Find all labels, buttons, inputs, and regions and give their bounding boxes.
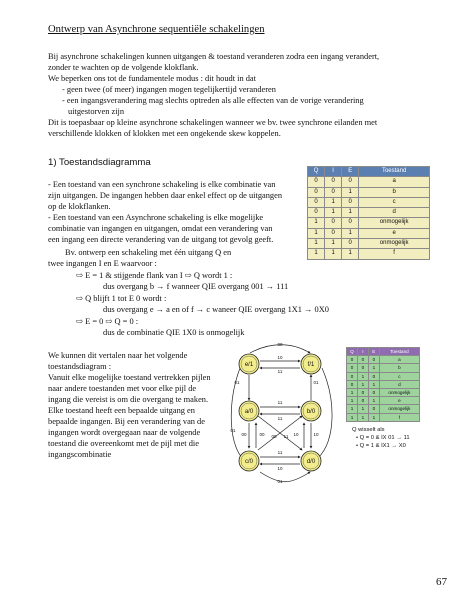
- intro-line: verschillende klokken of klokken met een ongekende skew koppelen.: [48, 129, 281, 138]
- column-header: I: [325, 167, 342, 177]
- state-table-colored: [346, 347, 420, 422]
- table-cell: f: [379, 413, 419, 421]
- intro-line: We beperken ons tot de fundamentele modus : dit houdt in dat: [48, 74, 256, 83]
- table-cell: c: [379, 372, 419, 380]
- bottom-line: Vanuit elke mogelijke toestand vertrekken pijlen: [48, 373, 211, 382]
- edge-label: 11: [277, 416, 283, 421]
- table-cell: 0: [342, 197, 359, 207]
- table-cell: 1: [368, 413, 379, 421]
- table-cell: 1: [357, 405, 368, 413]
- column-header: Q: [347, 348, 358, 356]
- table-row: [308, 239, 430, 249]
- intro-line: - geen twee (of meer) ingangen mogen tegelijkertijd veranderen: [62, 85, 276, 94]
- edge-label: 10: [313, 432, 319, 437]
- table-cell: e: [359, 228, 430, 238]
- state-node: [239, 451, 259, 471]
- column-header: Q: [308, 167, 325, 177]
- table-cell: onmogelijk: [359, 218, 430, 228]
- page-title: Ontwerp van Asynchrone sequentiële schakelingen: [48, 24, 265, 35]
- bottom-line: We kunnen dit vertalen naar het volgende: [48, 351, 188, 360]
- table-row: [347, 372, 420, 380]
- table-cell: onmogelijk: [359, 239, 430, 249]
- edge-label: 11: [283, 434, 289, 439]
- edge-label: 10: [277, 355, 283, 360]
- table-cell: a: [379, 356, 419, 364]
- edge-label: 10: [277, 466, 283, 471]
- bottom-line: ingangen wordt overgegaan naar de volgende: [48, 428, 201, 437]
- intro-line: zonder te wachten op de volgende klokflank.: [48, 63, 199, 72]
- table-cell: 0: [357, 356, 368, 364]
- state-node: [301, 401, 321, 421]
- bottom-line: toestandsdiagram :: [48, 362, 112, 371]
- intro-line: uitgestorven zijn: [68, 107, 125, 116]
- table-cell: 1: [357, 380, 368, 388]
- example-line: dus de combinatie QIE 1X0 is onmogelijk: [103, 328, 245, 337]
- table-cell: 1: [342, 187, 359, 197]
- edge-label: 00: [259, 432, 265, 437]
- example-line: Bv. ontwerp een schakeling met één uitgang Q en: [65, 248, 232, 257]
- section-heading: 1) Toestandsdiagramma: [48, 157, 151, 168]
- table-cell: c: [359, 197, 430, 207]
- intro-line: - een ingangsverandering mag slechts optreden als alle effecten van de vorige verandering: [62, 96, 364, 105]
- table-row: [308, 249, 430, 259]
- table-cell: a: [359, 177, 430, 187]
- edge-label: 01: [277, 479, 283, 484]
- table-cell: 0: [325, 218, 342, 228]
- table-cell: 0: [308, 177, 325, 187]
- table-cell: 0: [325, 177, 342, 187]
- bottom-line: ingangscombinatie: [48, 450, 112, 459]
- page-number: 67: [436, 576, 447, 588]
- table-cell: 1: [308, 218, 325, 228]
- table-cell: 1: [325, 208, 342, 218]
- table-cell: 1: [347, 413, 358, 421]
- edge-label: 00: [241, 432, 247, 437]
- table-cell: 1: [368, 364, 379, 372]
- bottom-line: ingang die vereist is om die overgang te maken.: [48, 395, 209, 404]
- column-header: E: [342, 167, 359, 177]
- state-node-label: f/1: [307, 362, 315, 368]
- table-cell: 1: [357, 372, 368, 380]
- state-node-label: b/0: [306, 409, 316, 415]
- table-cell: 0: [357, 364, 368, 372]
- table-cell: onmogelijk: [379, 405, 419, 413]
- table-cell: 0: [368, 405, 379, 413]
- edge-label: 01: [234, 380, 240, 385]
- state-diagram: [230, 340, 340, 490]
- edge-label: 10: [293, 432, 299, 437]
- table-cell: onmogelijk: [379, 389, 419, 397]
- column-header: I: [357, 348, 368, 356]
- table-row: [347, 380, 420, 388]
- example-line: ⇨ E = 0 ⇨ Q = 0 :: [76, 317, 139, 326]
- edge-label: 01: [230, 428, 236, 433]
- table-cell: 1: [325, 197, 342, 207]
- table-cell: d: [359, 208, 430, 218]
- section1-line: combinatie van ingangen en uitgangen, omdat een verandering van: [48, 224, 273, 233]
- table-cell: 1: [347, 397, 358, 405]
- table-header-row: [308, 167, 430, 177]
- table-cell: 1: [308, 249, 325, 259]
- table-cell: 1: [308, 239, 325, 249]
- table-cell: 0: [308, 187, 325, 197]
- state-node-label: e/1: [244, 362, 254, 368]
- edge-label: 01: [313, 380, 319, 385]
- edge-label: 00: [271, 434, 277, 439]
- table-cell: 0: [347, 372, 358, 380]
- table-cell: 1: [308, 228, 325, 238]
- table-row: [347, 413, 420, 421]
- table-cell: 0: [368, 356, 379, 364]
- table-cell: d: [379, 380, 419, 388]
- bottom-line: naar andere toestanden met voor elke pijl de: [48, 384, 197, 393]
- table-cell: 1: [342, 228, 359, 238]
- table-cell: 0: [342, 239, 359, 249]
- example-line: ⇨ Q blijft 1 tot E 0 wordt :: [76, 294, 167, 303]
- table-cell: 1: [347, 405, 358, 413]
- table-cell: 0: [347, 364, 358, 372]
- table-cell: 0: [347, 380, 358, 388]
- table-header-row: [347, 348, 420, 356]
- table-cell: 0: [342, 177, 359, 187]
- state-table: [307, 166, 430, 260]
- example-line: dus overgang b → f wanneer QIE overgang 001 → 111: [103, 282, 289, 291]
- table-cell: 0: [368, 372, 379, 380]
- edge-label: 11: [277, 450, 283, 455]
- table-cell: 0: [357, 397, 368, 405]
- table-cell: 0: [308, 208, 325, 218]
- state-node-label: a/0: [244, 409, 254, 415]
- section1-line: een ingang een directe verandering van de uitgang tot gevolg geeft.: [48, 235, 274, 244]
- table-row: [308, 218, 430, 228]
- section1-line: - Een toestand van een synchrone schakeling is elke combinatie van: [48, 180, 276, 189]
- table-row: [347, 364, 420, 372]
- bottom-line: bepaalde ingangen. Bij een verandering van de: [48, 417, 205, 426]
- q-note-line: • Q = 0 & IX 01 → 11: [356, 435, 410, 441]
- column-header: Toestand: [359, 167, 430, 177]
- table-row: [308, 228, 430, 238]
- table-cell: 1: [347, 389, 358, 397]
- column-header: Toestand: [379, 348, 419, 356]
- state-node-label: d/0: [306, 459, 316, 465]
- intro-line: Dit is toepasbaar op kleine asynchrone schakelingen wanneer we bv. twee synchrone eilanden met: [48, 118, 378, 127]
- table-cell: f: [359, 249, 430, 259]
- table-row: [308, 208, 430, 218]
- q-note: [352, 426, 410, 450]
- table-cell: e: [379, 397, 419, 405]
- table-row: [347, 397, 420, 405]
- example-line: dus overgang e → a en of f → c waneer QIE overgang 1X1 → 0X0: [103, 305, 329, 314]
- table-cell: 1: [342, 249, 359, 259]
- table-cell: 1: [325, 249, 342, 259]
- table-row: [308, 177, 430, 187]
- example-line: twee ingangen I en E waarvoor :: [48, 259, 157, 268]
- state-node: [239, 401, 259, 421]
- section1-line: op de klokflanken.: [48, 202, 111, 211]
- table-cell: 0: [325, 187, 342, 197]
- state-node: [301, 354, 321, 374]
- intro-line: Bij asynchrone schakelingen kunnen uitgangen & toestand veranderen zodra een ingang verandert,: [48, 52, 380, 61]
- table-row: [308, 197, 430, 207]
- bottom-line: toestand die overeenkomt met de pijl met die: [48, 439, 199, 448]
- edge-label: 11: [277, 369, 283, 374]
- table-cell: 0: [342, 218, 359, 228]
- table-cell: 1: [342, 208, 359, 218]
- table-cell: b: [379, 364, 419, 372]
- table-row: [347, 389, 420, 397]
- table-cell: 1: [325, 239, 342, 249]
- edge-label: 00: [277, 342, 283, 347]
- state-node: [239, 354, 259, 374]
- table-cell: 1: [357, 413, 368, 421]
- state-node: [301, 451, 321, 471]
- table-cell: 1: [368, 380, 379, 388]
- column-header: E: [368, 348, 379, 356]
- table-row: [347, 405, 420, 413]
- table-cell: 0: [347, 356, 358, 364]
- edge-label: 11: [277, 400, 283, 405]
- state-node-label: c/0: [244, 459, 254, 465]
- table-cell: 0: [357, 389, 368, 397]
- table-cell: b: [359, 187, 430, 197]
- section1-line: - Een toestand van een Asynchrone schakeling is elke mogelijke: [48, 213, 264, 222]
- table-cell: 0: [368, 389, 379, 397]
- table-cell: 1: [368, 397, 379, 405]
- table-row: [347, 356, 420, 364]
- bottom-line: Elke toestand heeft een bepaalde uitgang en: [48, 406, 195, 415]
- table-cell: 0: [325, 228, 342, 238]
- table-cell: 0: [308, 197, 325, 207]
- q-note-line: Q wisselt als: [352, 427, 385, 433]
- section1-line: zijn uitgangen. De ingangen hebben daar enkel effect op de uitgangen: [48, 191, 283, 200]
- table-row: [308, 187, 430, 197]
- q-note-line: • Q = 1 & IX1 → X0: [356, 443, 406, 449]
- example-line: ⇨ E = 1 & stijgende flank van I ⇨ Q wordt 1 :: [76, 271, 233, 280]
